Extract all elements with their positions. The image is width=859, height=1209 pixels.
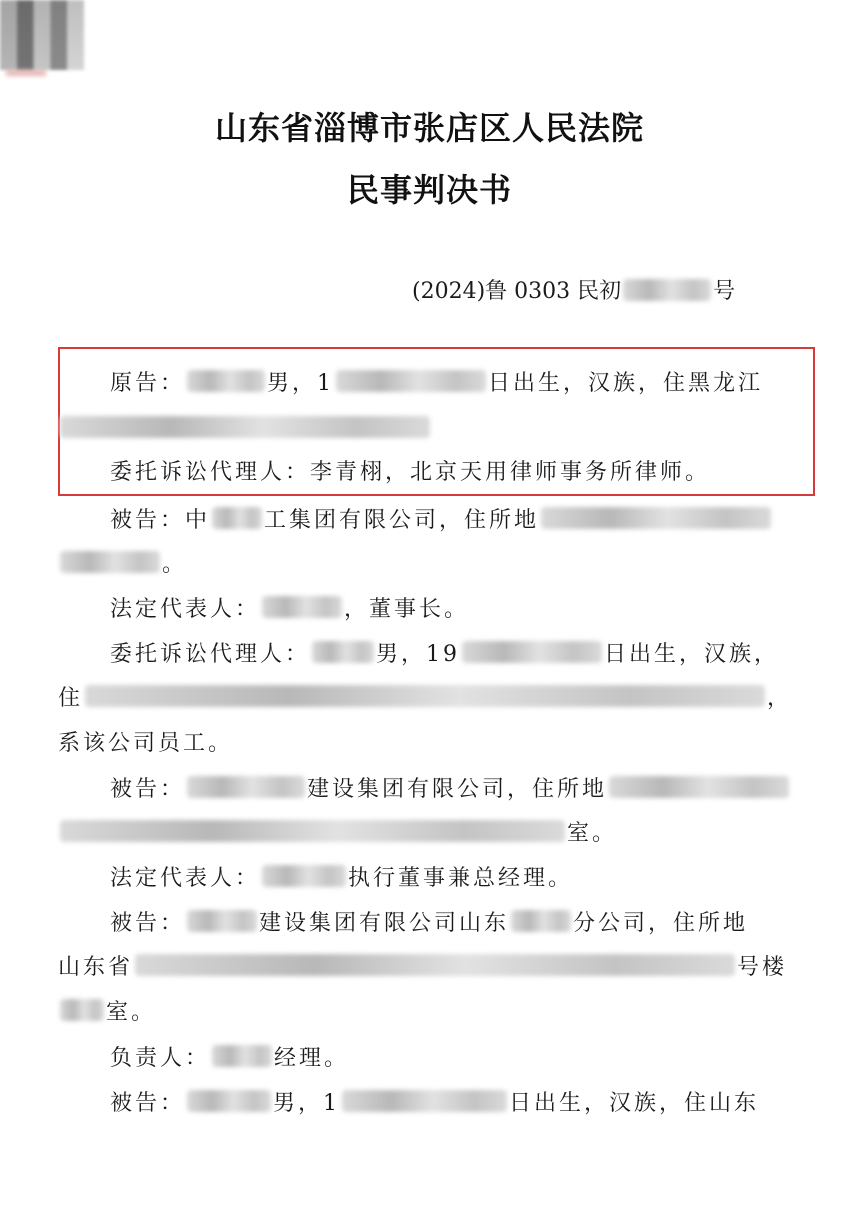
line-text: 经理。 xyxy=(274,1045,350,1071)
redacted-text xyxy=(60,999,104,1021)
redacted-text xyxy=(511,910,571,932)
line-text: 。 xyxy=(162,551,188,577)
redacted-corner-image xyxy=(0,0,84,70)
case-number-prefix: (2024)鲁 0303 民初 xyxy=(412,279,622,304)
redacted-text xyxy=(212,1045,272,1067)
line-text: 被告： xyxy=(110,910,186,936)
line-text: 日出生，汉族，住山东 xyxy=(509,1090,760,1116)
document-line xyxy=(110,1086,759,1116)
document-line xyxy=(110,1041,349,1071)
line-text: 男，1 xyxy=(267,370,335,396)
document-line xyxy=(58,681,792,711)
redacted-text xyxy=(212,507,262,529)
line-text: 委托诉讼代理人： xyxy=(110,641,311,667)
line-text: 被告： xyxy=(110,1090,186,1116)
line-text: 委托诉讼代理人：李青栩，北京天用律师事务所律师。 xyxy=(110,459,711,485)
document-line xyxy=(58,726,233,756)
document-line xyxy=(110,906,748,936)
redacted-text xyxy=(85,685,765,707)
line-text: 被告：中 xyxy=(110,507,211,533)
line-text: 日出生，汉族，住黑龙江 xyxy=(488,370,764,396)
document-line xyxy=(110,503,773,533)
redacted-text xyxy=(187,370,265,392)
line-text: 室。 xyxy=(567,820,618,846)
line-text: ，董事长。 xyxy=(344,596,470,622)
redacted-text xyxy=(312,641,374,663)
line-text: 被告： xyxy=(110,776,186,802)
document-line xyxy=(58,547,187,577)
line-text: 男，19 xyxy=(376,641,461,667)
document-line xyxy=(110,592,469,622)
document-line xyxy=(110,861,573,891)
redacted-text xyxy=(262,596,342,618)
document-line xyxy=(110,637,779,667)
line-text: 建设集团有限公司山东 xyxy=(259,910,510,936)
line-text: 分公司，住所地 xyxy=(573,910,749,936)
document-line xyxy=(110,772,791,802)
redacted-text xyxy=(541,507,771,529)
line-text: 负责人： xyxy=(110,1045,211,1071)
document-line xyxy=(58,995,156,1025)
document-line xyxy=(110,455,710,485)
redacted-text xyxy=(187,910,257,932)
redacted-text xyxy=(135,954,735,976)
redacted-text xyxy=(342,1090,507,1112)
redacted-text xyxy=(336,370,486,392)
redacted-text xyxy=(60,551,160,573)
document-line xyxy=(58,412,432,442)
redacted-text xyxy=(462,641,602,663)
court-name: 山东省淄博市张店区人民法院 xyxy=(214,109,644,147)
document-line xyxy=(58,950,787,980)
line-text: 室。 xyxy=(106,999,157,1025)
line-text: 号楼 xyxy=(737,954,788,980)
line-text: 执行董事兼总经理。 xyxy=(348,865,574,891)
redacted-text xyxy=(187,776,305,798)
redacted-text xyxy=(187,1090,271,1112)
redacted-text xyxy=(262,865,346,887)
line-text: 工集团有限公司，住所地 xyxy=(264,507,540,533)
document-line xyxy=(58,816,617,846)
line-text: 男，1 xyxy=(273,1090,341,1116)
line-text: 住 xyxy=(58,685,84,711)
document-type: 民事判决书 xyxy=(346,171,512,209)
line-text: 山东省 xyxy=(58,954,134,980)
line-text: 建设集团有限公司，住所地 xyxy=(307,776,608,802)
document-line xyxy=(110,366,763,396)
line-text: 系该公司员工。 xyxy=(58,730,234,756)
redacted-text xyxy=(623,279,711,301)
redacted-text xyxy=(60,416,430,438)
case-number xyxy=(412,274,735,305)
line-text: 法定代表人： xyxy=(110,596,261,622)
line-text: ， xyxy=(767,685,793,711)
line-text: 原告： xyxy=(110,370,186,396)
redacted-text xyxy=(60,820,565,842)
redacted-text xyxy=(609,776,789,798)
line-text: 日出生，汉族， xyxy=(604,641,780,667)
case-number-suffix: 号 xyxy=(713,279,736,304)
line-text: 法定代表人： xyxy=(110,865,261,891)
